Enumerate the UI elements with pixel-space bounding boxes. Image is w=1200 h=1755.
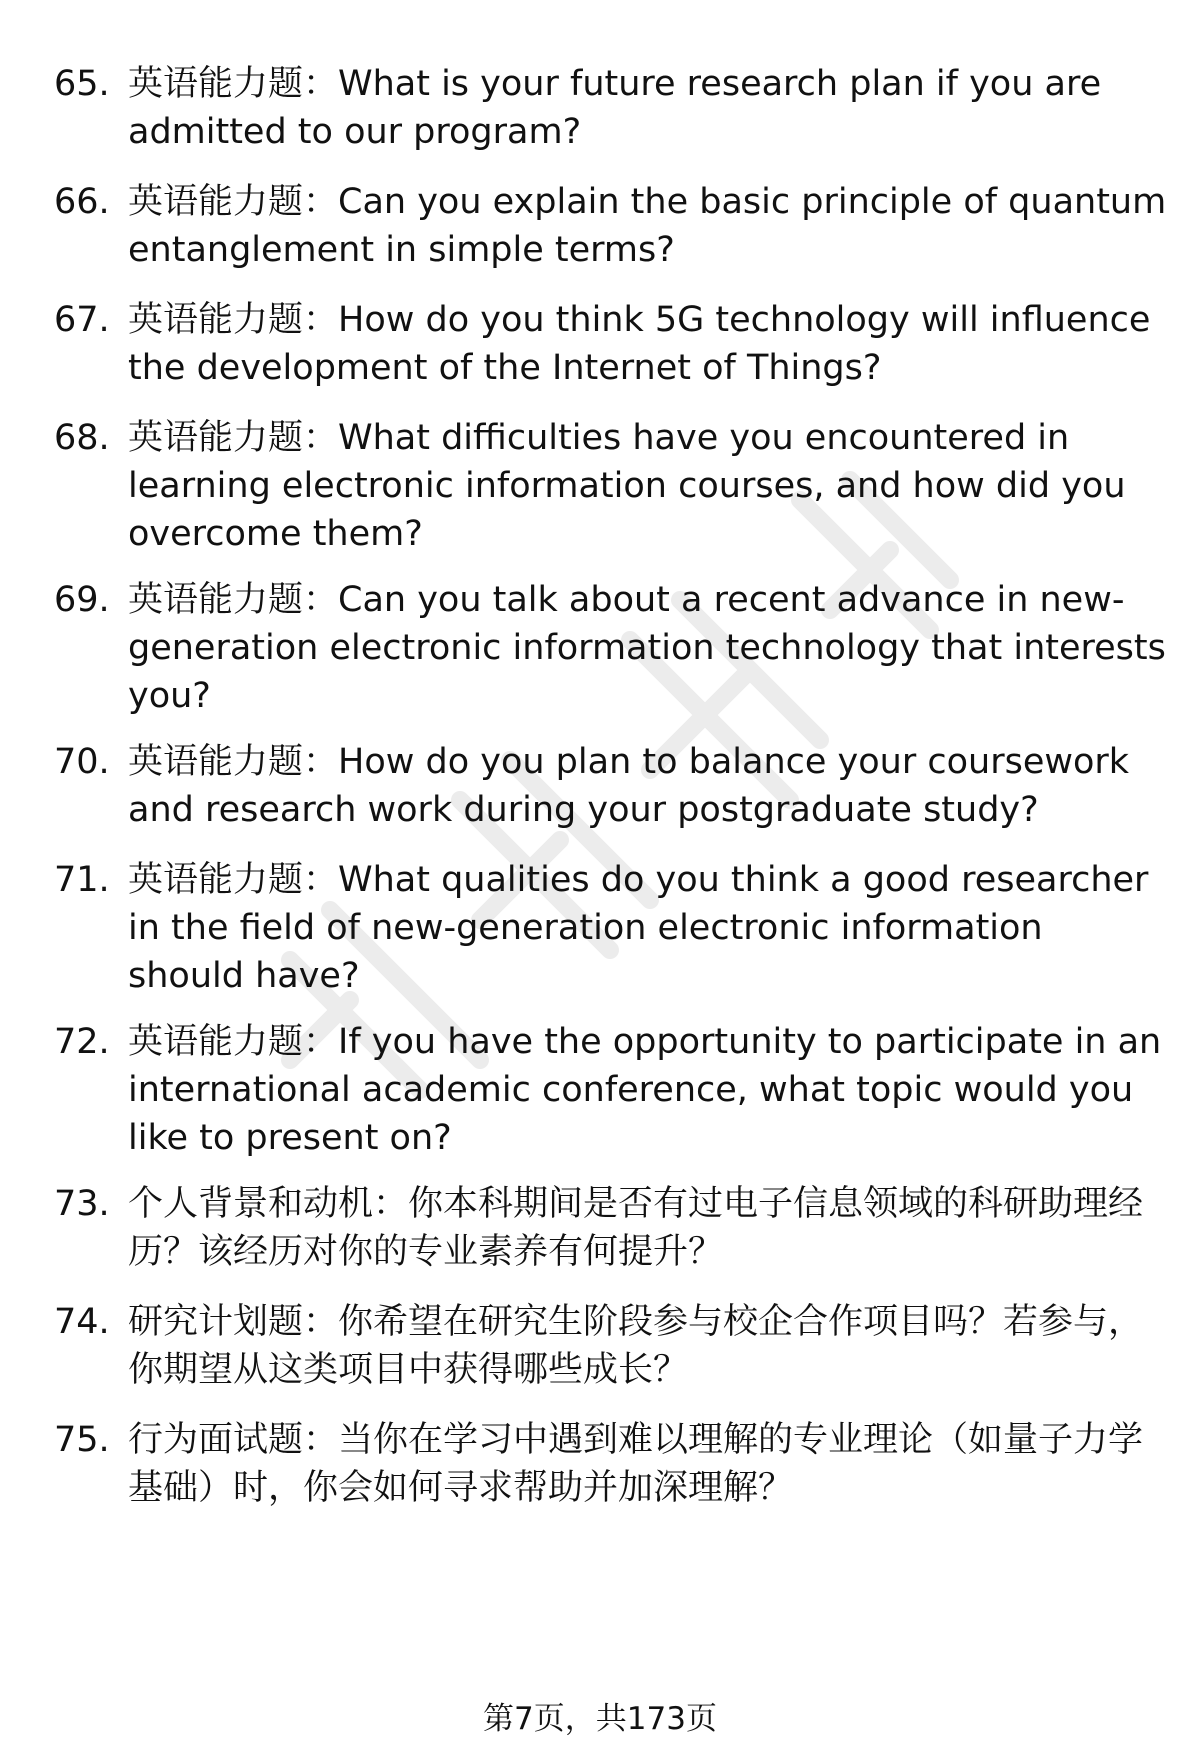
question-number: 75. bbox=[54, 1420, 110, 1460]
page-footer: 第7页，共173页 bbox=[483, 1701, 717, 1737]
question-item bbox=[0, 178, 1200, 296]
question-item bbox=[0, 1298, 1200, 1416]
question-text: 英语能力题：If you have the opportunity to participate in an international academic conference, what topic would you like to present on? bbox=[128, 1022, 1162, 1158]
question-number: 73. bbox=[54, 1184, 110, 1224]
question-text: 英语能力题：How do you think 5G technology will influence the development of the Internet of Things? bbox=[128, 300, 1151, 388]
question-item bbox=[0, 1416, 1200, 1534]
question-item bbox=[0, 414, 1200, 576]
question-number: 74. bbox=[54, 1302, 110, 1342]
question-number: 68. bbox=[54, 418, 110, 458]
question-item bbox=[0, 1018, 1200, 1180]
question-number: 67. bbox=[54, 300, 110, 340]
question-number: 70. bbox=[54, 742, 110, 782]
question-text: 行为面试题：当你在学习中遇到难以理解的专业理论（如量子力学基础）时，你会如何寻求帮助并加深理解？ bbox=[128, 1420, 1144, 1508]
question-number: 69. bbox=[54, 580, 110, 620]
question-item bbox=[0, 738, 1200, 856]
question-list bbox=[0, 60, 1200, 1534]
question-item bbox=[0, 296, 1200, 414]
question-text: 研究计划题：你希望在研究生阶段参与校企合作项目吗？若参与，你期望从这类项目中获得哪些成长？ bbox=[128, 1302, 1144, 1390]
question-text: 英语能力题：What is your future research plan if you are admitted to our program? bbox=[128, 64, 1102, 152]
question-item bbox=[0, 1180, 1200, 1298]
question-item bbox=[0, 856, 1200, 1018]
question-number: 66. bbox=[54, 182, 110, 222]
question-text: 英语能力题：What qualities do you think a good researcher in the field of new-generation electronic information should have? bbox=[128, 860, 1149, 996]
question-number: 71. bbox=[54, 860, 110, 900]
question-item bbox=[0, 60, 1200, 178]
question-text: 英语能力题：Can you explain the basic principle of quantum entanglement in simple terms? bbox=[128, 182, 1167, 270]
question-item bbox=[0, 576, 1200, 738]
question-number: 72. bbox=[54, 1022, 110, 1062]
question-text: 英语能力题：Can you talk about a recent advance in new-generation electronic information technology that interests you? bbox=[128, 580, 1166, 716]
question-text: 英语能力题：What difficulties have you encountered in learning electronic information courses, and how did you overcome them? bbox=[128, 418, 1126, 554]
question-number: 65. bbox=[54, 64, 110, 104]
question-text: 英语能力题：How do you plan to balance your coursework and research work during your postgraduate study? bbox=[128, 742, 1130, 830]
question-text: 个人背景和动机：你本科期间是否有过电子信息领域的科研助理经历？该经历对你的专业素养有何提升？ bbox=[128, 1184, 1144, 1272]
